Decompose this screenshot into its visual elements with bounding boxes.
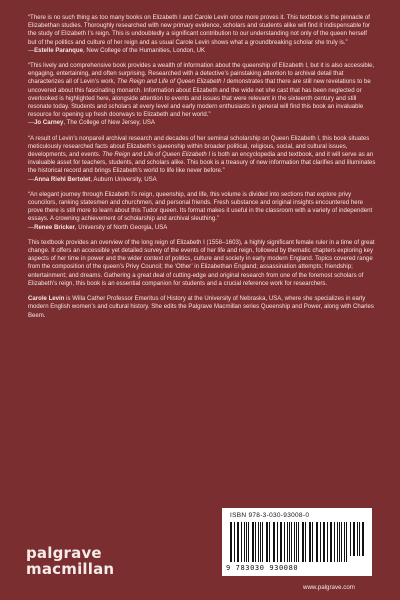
publisher-url: www.palgrave.com	[303, 584, 355, 591]
barcode-addon-bar	[359, 522, 360, 556]
barcode-bar	[234, 522, 235, 562]
isbn-label: ISBN 978-3-030-93008-0	[230, 512, 310, 519]
barcode-bar	[258, 522, 259, 562]
logo-line-2: macmillan	[26, 560, 115, 578]
barcode-addon-bar	[353, 522, 355, 556]
barcode-bar	[310, 522, 311, 562]
barcode-addon-bar	[350, 522, 351, 556]
reviewer-name: Estelle Paranque	[34, 47, 83, 54]
review-text-part: “This lively and comprehensive book provides a wealth of information about the queenship of Elizabeth I, but it is also accessible, engaging, entertaining, and often surprising. Researched with a detective’s painstaking attention to archival detail that characterizes all of Levin’s work,	[28, 63, 375, 86]
barcode-bar	[281, 522, 282, 562]
book-title: The Reign and Life of Queen Elizabeth I	[102, 152, 211, 159]
barcode-digits: 9 783030 930080	[226, 564, 299, 572]
book-description: This textbook provides an overview of the long reign of Elizabeth I (1558–1603), a highly significant female ruler in a time of great change. It offers an accessible yet detailed survey of the events of her life and reign, followed by thematic chapters exploring key aspects of her time in power and the wider context of politics, culture and society in early modern England. Topics covered range from the composition of the queen’s Privy Council; the ‘Other’ in Elizabethan England; assassination attempts; friendship; entertainment; and dreams. Gathering a great deal of cutting-edge and original research from one of the foremost scholars of Elizabeth’s reign, this book is an essential companion for students and a crucial reference work for researchers.	[28, 239, 375, 287]
book-title: The Reign and Life of Queen Elizabeth I	[116, 79, 225, 86]
barcode-bar	[269, 522, 270, 562]
barcode-bar	[323, 522, 324, 562]
barcode-bar	[324, 522, 325, 562]
barcode-bar	[246, 522, 247, 562]
reviewer-affiliation: , The College of New Jersey, USA	[63, 120, 155, 127]
barcode-bar	[346, 522, 347, 562]
review-text	[28, 135, 376, 176]
review-attribution: —Jo Carney, The College of New Jersey, USA	[28, 120, 155, 127]
barcode-bar	[303, 522, 304, 562]
reviewer-name: Anna Riehl Bertolet	[34, 176, 91, 183]
barcode-bar	[316, 522, 317, 562]
review-text-part: “A result of Levin’s nonpareil archival research and decades of her seminal scholarship on Queen Elizabeth I, this book situates meticulously researched facts about Elizabeth’s queenship within broader political, religious, social, and cultural issues, developments, and events.	[28, 135, 370, 159]
reviewer-affiliation: , New College of the Humanities, London, UK	[82, 47, 206, 54]
reviewer-name: Jo Carney	[34, 120, 64, 127]
review-attribution: —Anna Riehl Bertolet, Auburn University, USA	[28, 176, 157, 183]
review-attribution: —Renee Bricker, University of North Georgia, USA	[28, 224, 168, 231]
barcode-addon-bar	[357, 522, 358, 556]
barcode-addon-bars	[350, 522, 366, 562]
review-3	[28, 135, 376, 184]
back-cover-text	[28, 14, 376, 320]
barcode-addon-bar	[362, 522, 364, 556]
review-text-part: is both an encyclopedia and textbook, and it will serve as an invaluable asset for teachers, students, and scholars alike. This book is a treasury of new information that clarifies and illuminates the historical record and brings Elizabeth’s world to life like never before.”	[28, 152, 376, 175]
author-bio-text: is Willa Cather Professor Emeritus of History at the University of Nebraska, USA, where she specializes in early modern English women’s and cultural history. She edits the Palgrave Macmillan series Queenship and Power, along with Charles Beem.	[28, 296, 374, 319]
review-2	[28, 62, 376, 128]
barcode-bar	[339, 522, 340, 562]
reviewer-name: Renee Bricker	[34, 224, 75, 231]
review-text	[28, 62, 376, 119]
author-bio	[28, 295, 376, 320]
barcode-bar	[248, 522, 249, 562]
review-4	[28, 191, 376, 232]
reviewer-affiliation: , Auburn University, USA	[90, 176, 157, 183]
author-name: Carole Levin	[28, 296, 65, 303]
barcode-bar	[241, 522, 242, 562]
reviewer-affiliation: , University of North Georgia, USA	[74, 224, 168, 231]
review-text: “An elegant journey through Elizabeth I’s reign, queenship, and life, this volume is divided into sections that explore privy councilors, ranking statesmen and churchmen, and personal friends. Fresh substance and original insights encountered here prove there is still more to learn about this Tudor queen. Its format makes it useful in the classroom with a variety of independent essays. A crowning achievement of scholarship and archival sleuthing.”	[28, 191, 373, 223]
barcode-bar	[262, 522, 263, 562]
barcode-bar	[294, 522, 295, 562]
isbn-barcode	[222, 508, 372, 576]
barcode-bar	[296, 522, 297, 562]
palgrave-macmillan-logo	[26, 546, 114, 577]
review-text-part: demonstrates that there are still new revelations to be uncovered about this fascinating monarch. Information about Elizabeth and the wide net she cast that has been neglected or overlooked is highlighted here, alongside attention to events and issues that were relevant in the sixteenth century and still resonate today. Students and scholars at every level and early modern enthusiasts in general will find this book an invaluable resource for opening up fresh doorways to Elizabeth and her world.”	[28, 79, 371, 119]
review-text: “There is no such thing as too many books on Elizabeth I and Carole Levin once more proves it. This textbook is the pinnacle of Elizabethan studies. Thoroughly researched with new primary evidence, scholars and students alike will find it indispensable for the study of Elizabeth I’s reign. This is undoubtedly a significant contribution to our understanding not only of the queen herself but of the politics and culture of her reign and as usual Carole Levin shows what a groundbreaking scholar she truly is.”	[28, 15, 370, 46]
review-1	[28, 14, 376, 55]
review-attribution: —Estelle Paranque, New College of the Humanities, London, UK	[28, 47, 206, 54]
barcode-bar	[284, 522, 285, 562]
logo-line-1: palgrave	[26, 544, 102, 562]
barcode-bars	[230, 522, 348, 562]
barcode-bar	[331, 522, 332, 562]
barcode-bar	[274, 522, 275, 562]
